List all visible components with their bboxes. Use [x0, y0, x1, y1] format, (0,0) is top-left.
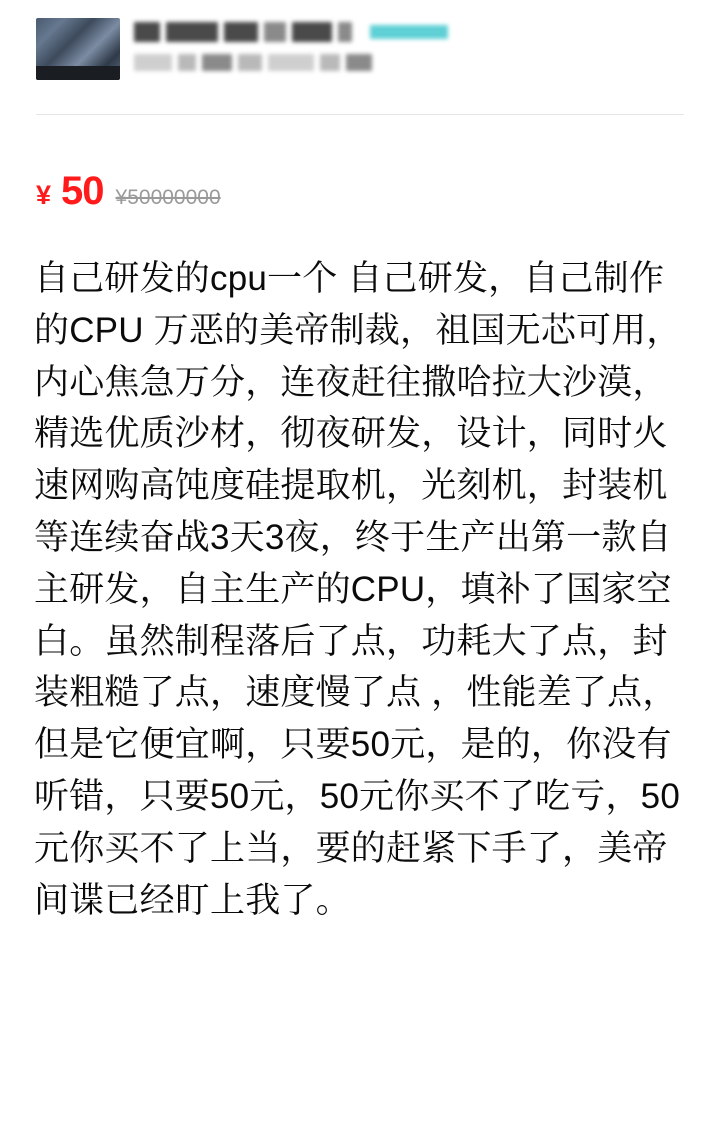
price-value: 50	[61, 169, 104, 213]
price-currency-symbol: ¥	[36, 180, 52, 210]
seller-header[interactable]	[0, 0, 720, 92]
redacted-block	[320, 54, 340, 71]
redacted-block	[338, 22, 352, 42]
redacted-block	[134, 22, 160, 42]
redacted-block	[202, 54, 232, 71]
redacted-block	[224, 22, 258, 42]
redacted-block	[166, 22, 218, 42]
seller-info	[134, 18, 684, 83]
redacted-block	[346, 54, 372, 71]
redacted-block	[268, 54, 314, 71]
listing-description: 自己研发的cpu一个 自己研发，自己制作的CPU 万恶的美帝制裁，祖国无芯可用，内心焦急万分，连夜赶往撒哈拉大沙漠，精选优质沙材，彻夜研发，设计，同时火速网购高饨度硅提取机，光刻机，封装机等连续奋战3天3夜，终于生产出第一款自主研发，自主生产的CPU，填补了国家空白。虽然制程落后了点，功耗大了点，封装粗糙了点，速度慢了点 ，性能差了点，但是它便宜啊，只要50元，是的，你没有听错，只要50元，50元你买不了吃亏，50元你买不了上当，要的赶紧下手了，美帝间谍已经盯上我了。	[34, 259, 682, 920]
seller-name-row	[134, 22, 684, 42]
redacted-tag	[370, 25, 448, 39]
redacted-block	[134, 54, 172, 71]
price-row	[0, 115, 720, 211]
redacted-block	[238, 54, 262, 71]
avatar[interactable]	[36, 18, 120, 80]
seller-subtitle-row	[134, 54, 684, 71]
redacted-block	[292, 22, 332, 42]
redacted-block	[178, 54, 196, 71]
redacted-block	[264, 22, 286, 42]
price-original: ¥50000000	[115, 186, 221, 209]
